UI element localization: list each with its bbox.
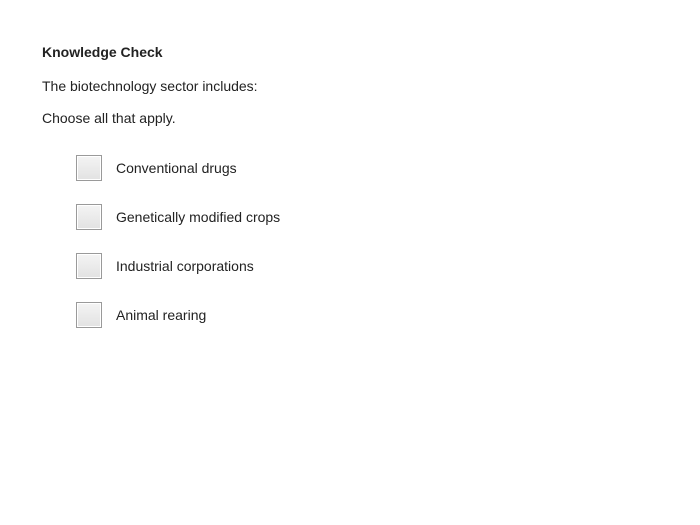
- answer-options: [76, 153, 280, 349]
- checkbox[interactable]: [76, 155, 102, 181]
- option-label: Industrial corporations: [116, 258, 254, 274]
- option-industrial-corporations[interactable]: [76, 251, 280, 281]
- checkbox[interactable]: [76, 253, 102, 279]
- option-genetically-modified-crops[interactable]: [76, 202, 280, 232]
- question-text: The biotechnology sector includes:: [42, 78, 258, 94]
- page-title: Knowledge Check: [42, 44, 163, 60]
- option-animal-rearing[interactable]: [76, 300, 280, 330]
- option-conventional-drugs[interactable]: [76, 153, 280, 183]
- checkbox[interactable]: [76, 302, 102, 328]
- option-label: Animal rearing: [116, 307, 207, 323]
- option-label: Genetically modified crops: [116, 209, 281, 225]
- option-label: Conventional drugs: [116, 160, 237, 176]
- instruction-text: Choose all that apply.: [42, 110, 176, 126]
- knowledge-check-panel: [42, 43, 662, 127]
- checkbox[interactable]: [76, 204, 102, 230]
